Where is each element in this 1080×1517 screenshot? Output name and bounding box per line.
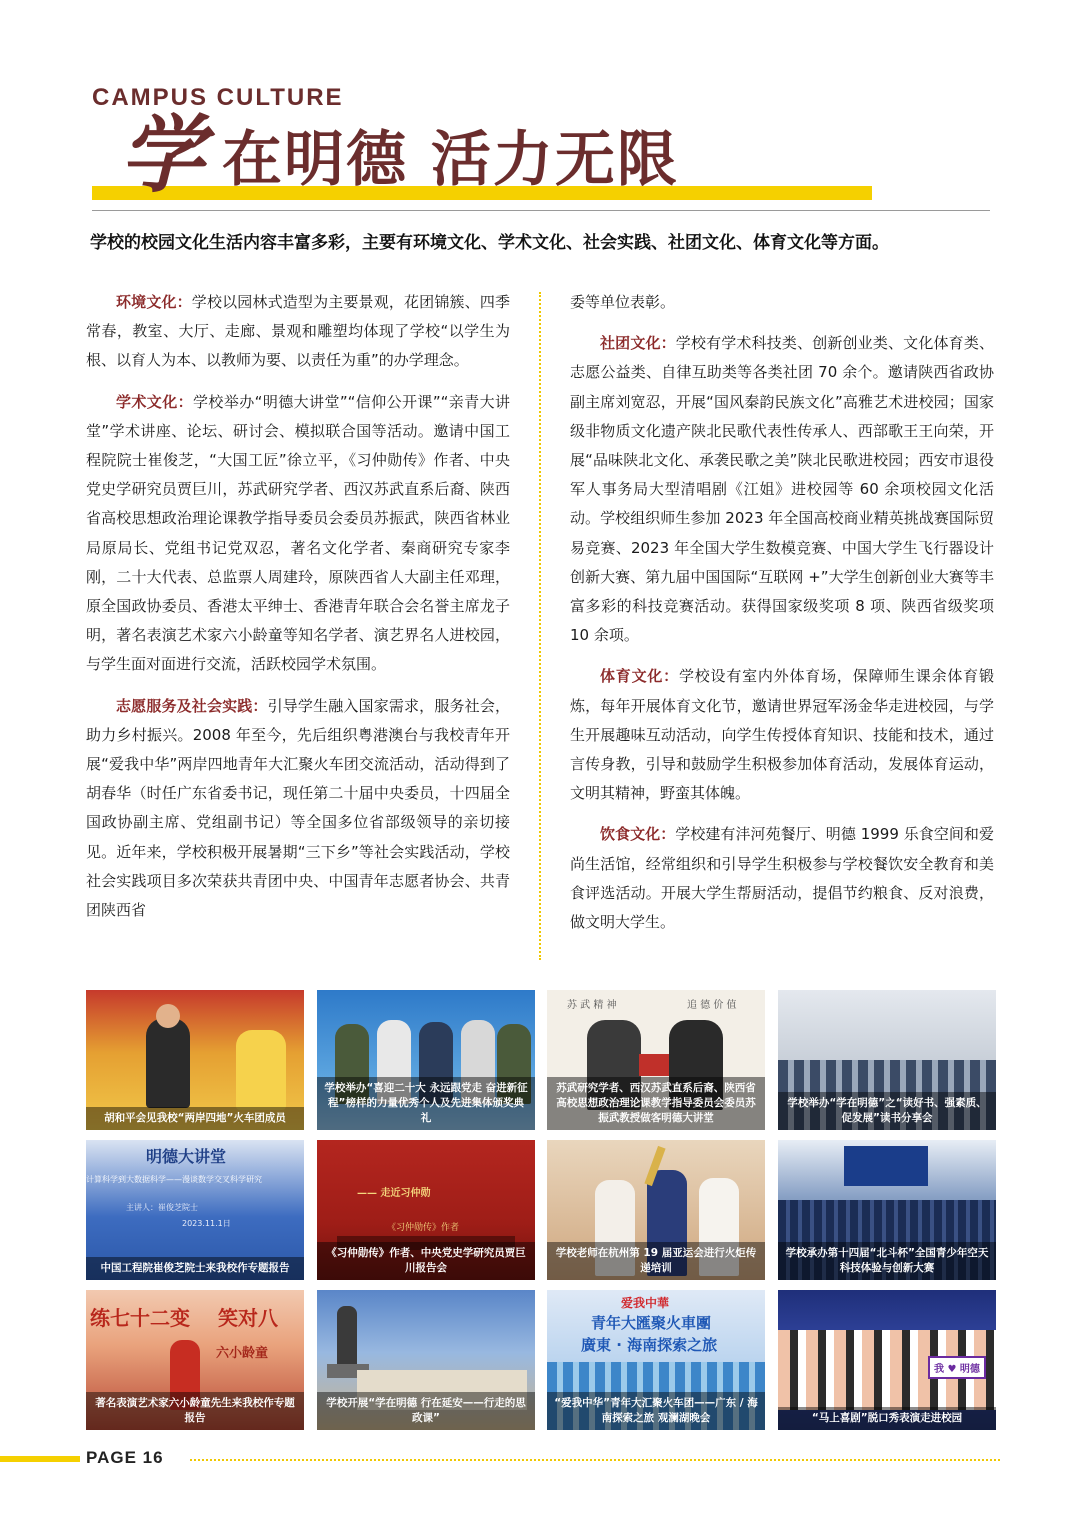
photo-caption: 中国工程院崔俊芝院士来我校作专题报告 bbox=[86, 1257, 304, 1280]
photo-banner-date: 2023.11.1日 bbox=[182, 1219, 231, 1228]
section-dining: 饮食文化：学校建有沣河苑餐厅、明德 1999 乐食空间和爱尚生活馆，经常组织和引导学生积极参与学校餐饮安全教育和美食评选活动。开展大学生帮厨活动，提倡节约粮食、反对浪费，做文明大学生。 bbox=[570, 825, 994, 932]
photo-caption: 苏武研究学者、西汉苏武直系后裔、陕西省高校思想政治理论课教学指导委员会委员苏振武教授做客明德大讲堂 bbox=[547, 1077, 765, 1130]
photo-caption: 学校举办“学在明德”之“读好书、强素质、促发展”读书分享会 bbox=[778, 1092, 996, 1130]
photo-caption: 学校举办“喜迎二十大 永远跟党走 奋进新征程”榜样的力量优秀个人及先进集体颁奖典礼 bbox=[317, 1077, 535, 1130]
photo-banner-name: 六小龄童 bbox=[216, 1346, 269, 1361]
title-calligraphy-char: 学 bbox=[120, 105, 205, 204]
footer-accent-bar bbox=[0, 1456, 80, 1462]
title-text: 在明德 活力无限 bbox=[222, 125, 679, 195]
photo-caption: 学校开展“学在明德 行在延安——行走的思政课” bbox=[317, 1392, 535, 1430]
article-column-right bbox=[570, 288, 994, 949]
photo-1 bbox=[86, 990, 304, 1130]
photo-caption: “马上喜剧”脱口秀表演走进校园 bbox=[778, 1407, 996, 1430]
photo-11 bbox=[547, 1290, 765, 1430]
photo-5 bbox=[86, 1140, 304, 1280]
photo-2 bbox=[317, 990, 535, 1130]
photo-6 bbox=[317, 1140, 535, 1280]
photo-banner: —— 走近习仲勋 bbox=[357, 1188, 431, 1199]
photo-sign-left: 苏 武 精 神 bbox=[567, 1000, 617, 1011]
photo-banner-subtitle: 《习仲勋传》作者 bbox=[387, 1223, 460, 1233]
photo-3 bbox=[547, 990, 765, 1130]
photo-4 bbox=[778, 990, 996, 1130]
section-sports: 体育文化：学校设有室内外体育场，保障师生课余体育锻炼，每年开展体育文化节，邀请世界冠军汤金华走进校园，与学生开展趣味互动活动，向学生传授体育知识、技能和技术，通过言传身教，引导和鼓励学生积极参加体育活动，发展体育运动，文明其精神，野蛮其体魄。 bbox=[570, 667, 994, 803]
section-clubs: 社团文化：学校有学术科技类、创新创业类、文化体育类、志愿公益类、自律互助类等各类社团 70 余个。邀请陕西省政协副主席刘宽忍，开展“国风秦韵民族文化”高雅艺术进校园；国家级非物质文化遗产陕北民歌代表性传承人、西部歌王王向荣，开展“品味陕北文化、承袭民歌之美”陕北民歌进校园；西安市退役军人事务局大型清唱剧《江姐》进校园等 60 余项校园文化活动。学校组织师生参加 2023 年全国高校商业精英挑战赛国际贸易竞赛、2023 年全国大学生数模竞赛、中国大学生飞行器设计创新大赛、第九届中国国际“互联网 +”大学生创新创业大赛等丰富多彩的科技竞赛活动。获得国家级奖项 8 项、陕西省级奖项 10 余项。 bbox=[570, 334, 994, 645]
photo-7 bbox=[547, 1140, 765, 1280]
title-underline-rule bbox=[92, 210, 990, 211]
page-number: PAGE 16 bbox=[86, 1448, 164, 1467]
photo-caption: 《习仲勋传》作者、中央党史学研究员贾巨川报告会 bbox=[317, 1242, 535, 1280]
photo-9 bbox=[86, 1290, 304, 1430]
photo-sign-right: 追 德 价 值 bbox=[687, 1000, 737, 1011]
photo-banner: 明德大讲堂 bbox=[146, 1147, 227, 1166]
section-volunteer: 志愿服务及社会实践：引导学生融入国家需求，服务社会，助力乡村振兴。2008 年至今，先后组织粤港澳台与我校青年开展“爱我中华”两岸四地青年大汇聚火车团交流活动，活动得到了胡春华（时任广东省委书记，现任第二十届中央委员，十四届全国政协副主席、党组副书记）等全国多位省部级领导的亲切接见。近年来，学校积极开展暑期“三下乡”等社会实践活动，学校社会实践项目多次荣获共青团中央、中国青年志愿者协会、共青团陕西省 bbox=[86, 696, 510, 920]
photo-banner-bottom: 廣東 · 海南探索之旅 bbox=[581, 1336, 718, 1354]
photo-banner-right: 笑对八 bbox=[218, 1306, 278, 1330]
section-volunteer-continued: 委等单位表彰。 bbox=[570, 293, 676, 311]
photo-banner-left: 练七十二变 bbox=[90, 1306, 190, 1330]
page-title bbox=[120, 105, 679, 204]
section-environment: 环境文化：学校以园林式造型为主要景观，花团锦簇、四季常春，教室、大厅、走廊、景观和雕塑均体现了学校“以学生为根、以育人为本、以教师为要、以责任为重”的办学理念。 bbox=[86, 293, 510, 370]
photo-caption: 著名表演艺术家六小龄童先生来我校作专题报告 bbox=[86, 1392, 304, 1430]
article-column-left bbox=[86, 288, 510, 937]
lead-paragraph: 学校的校园文化生活内容丰富多彩，主要有环境文化、学术文化、社会实践、社团文化、体育文化等方面。 bbox=[90, 233, 889, 253]
column-divider bbox=[539, 292, 541, 960]
photo-banner-subtitle: 计算科学到大数据科学——漫谈数学交叉科学研究 bbox=[86, 1175, 262, 1184]
section-academic: 学术文化：学校举办“明德大讲堂”“信仰公开课”“亲青大讲堂”学术讲座、论坛、研讨会、模拟联合国等活动。邀请中国工程院院士崔俊芝，“大国工匠”徐立平，《习仲勋传》作者、中央党史学研究员贾巨川，苏武研究学者、西汉苏武直系后裔、陕西省高校思想政治理论课教学指导委员会委员苏振武，陕西省林业局原局长、党组书记党双忍，著名文化学者、秦商研究专家李刚，二十大代表、总监票人周建玲，原陕西省人大副主任邓理，原全国政协委员、香港太平绅士、香港青年联合会名誉主席龙子明，著名表演艺术家六小龄童等知名学者、演艺界名人进校园，与学生面对面进行交流，活跃校园学术氛围。 bbox=[86, 392, 510, 674]
photo-banner-middle: 青年大匯聚火車團 bbox=[591, 1314, 712, 1332]
section-kicker: CAMPUS CULTURE bbox=[92, 84, 344, 111]
photo-8 bbox=[778, 1140, 996, 1280]
footer-rule bbox=[190, 1459, 1000, 1461]
photo-gallery bbox=[86, 990, 996, 1424]
photo-10 bbox=[317, 1290, 535, 1430]
photo-caption: “爱我中华”青年大汇聚火车团——广东 / 海南探索之旅 观澜湖晚会 bbox=[547, 1392, 765, 1430]
photo-caption: 学校承办第十四届“北斗杯”全国青少年空天科技体验与创新大赛 bbox=[778, 1242, 996, 1280]
photo-sign: 我 ♥ 明德 bbox=[928, 1356, 986, 1379]
photo-banner-top: 爱我中華 bbox=[621, 1296, 670, 1310]
photo-caption: 胡和平会见我校“两岸四地”火车团成员 bbox=[86, 1107, 304, 1130]
photo-banner-name: 主讲人：崔俊芝院士 bbox=[126, 1203, 198, 1212]
photo-caption: 学校老师在杭州第 19 届亚运会进行火炬传递培训 bbox=[547, 1242, 765, 1280]
photo-12 bbox=[778, 1290, 996, 1430]
